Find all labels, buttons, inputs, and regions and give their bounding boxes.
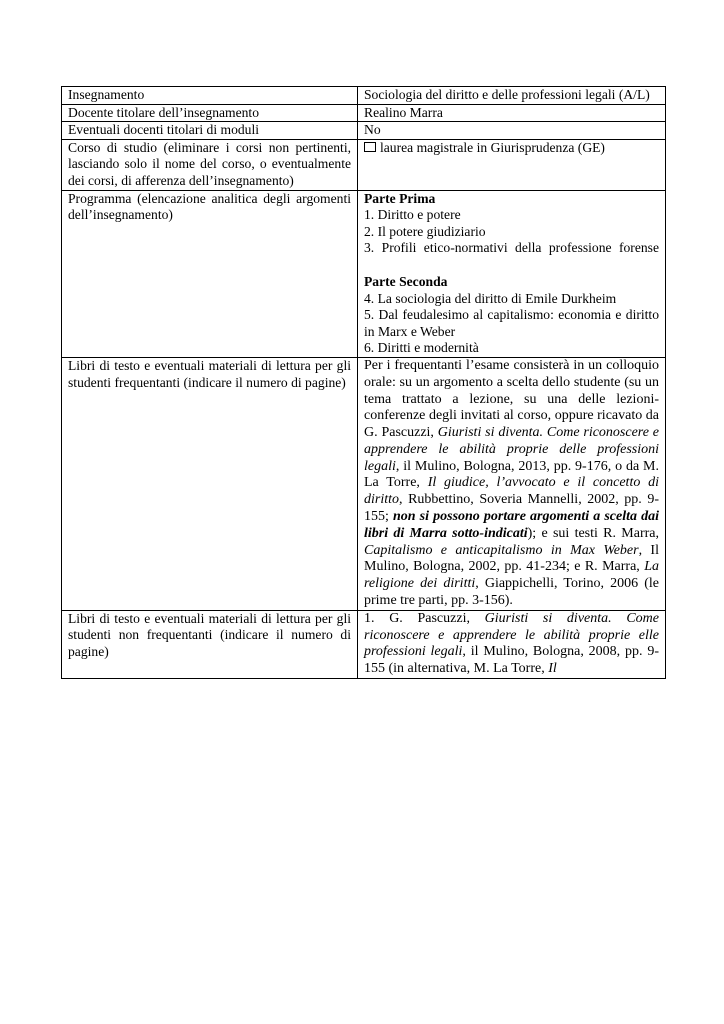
label-insegnamento: Insegnamento [62,87,358,105]
spacer [364,257,659,274]
label-libri-non-frequentanti: Libri di testo e eventuali materiali di lettura per gli studenti non frequentanti (indicare il numero di pagine) [62,610,358,678]
row-moduli [62,122,666,140]
value-docente: Realino Marra [358,104,666,122]
row-insegnamento [62,87,666,105]
value-insegnamento: Sociologia del diritto e delle professioni legali (A/L) [358,87,666,105]
row-corso [62,139,666,190]
value-libri-non-frequentanti [358,610,666,678]
text-segment: , il Mulino, Bologna, 2013, pp. 9-176, o da M. La Torre, [364,458,659,491]
label-docente: Docente titolare dell’insegnamento [62,104,358,122]
row-libri-frequentanti [62,357,666,610]
list-item: 4. La sociologia del diritto di Emile Durkheim [364,290,617,306]
text-segment: , Rubbettino, Soveria Mannelli, 2002, pp. 9-155; [364,492,659,525]
value-moduli: No [358,122,666,140]
list-item: 5. Dal feudalesimo al capitalismo: economia e diritto in Marx e Weber [364,307,659,339]
text-segment: , Giappichelli, Torino, 2006 (le prime tre parti, pp. 3-156). [364,576,659,609]
label-programma: Programma (elencazione analitica degli argomenti dell’insegnamento) [62,190,358,357]
row-programma [62,190,666,357]
text-segment: , Il Mulino, Bologna, 2002, pp. 41-234; e R. Marra, [364,542,659,575]
course-table [61,86,666,679]
value-programma [358,190,666,357]
row-libri-non-frequentanti [62,610,666,678]
emphasis-note: non si possono portare argomenti a scelta dai libri di Marra sotto-indicati [364,509,659,541]
book-title: Giuristi si diventa. Come riconoscere e apprendere le abilità proprie elle professioni legali [364,610,659,660]
part-title: Parte Prima [364,190,436,206]
row-docente [62,104,666,122]
book-title: Giuristi si diventa. Come riconoscere e apprendere le abilità proprie delle professioni legali [364,425,659,474]
text-segment: Per i frequentanti l’esame consisterà in un colloquio orale: su un argomento a scelta dello studente (su un tema trattato a lezione, su una delle lezioni-conferenze degli invitati al corso, oppure ricavato da G. Pascuzzi, [364,357,659,441]
text-segment: ); e sui testi R. Marra, [527,525,659,541]
book-title: La religione dei diritti [364,559,659,592]
label-moduli: Eventuali docenti titolari di moduli [62,122,358,140]
text-segment: 1. G. Pascuzzi, [364,610,485,626]
book-title: Capitalismo e anticapitalismo in Max Weber [364,542,639,558]
book-title: Il giudice, l’avvocato e il concetto di diritto [364,475,659,508]
corso-name: laurea magistrale in Giurisprudenza (GE) [380,139,605,155]
book-title: Il [548,661,557,677]
list-item: 6. Diritti e modernità [364,340,479,356]
list-item-text: 3. Profili etico-normativi della professione forense [364,240,659,256]
value-corso [358,139,666,190]
label-libri-frequentanti: Libri di testo e eventuali materiali di lettura per gli studenti frequentanti (indicare il numero di pagine) [62,357,358,610]
list-item [364,240,659,257]
text-segment: , il Mulino, Bologna, 2008, pp. 9-155 (in alternativa, M. La Torre, [364,644,659,677]
label-corso: Corso di studio (eliminare i corsi non pertinenti, lasciando solo il nome del corso, o eventualmente dei corsi, di afferenza dell’insegnamento) [62,139,358,190]
checkbox-icon [364,142,376,152]
list-item: 2. Il potere giudiziario [364,223,486,239]
part-title: Parte Seconda [364,273,448,289]
list-item: 1. Diritto e potere [364,207,461,223]
value-libri-frequentanti [358,357,666,610]
